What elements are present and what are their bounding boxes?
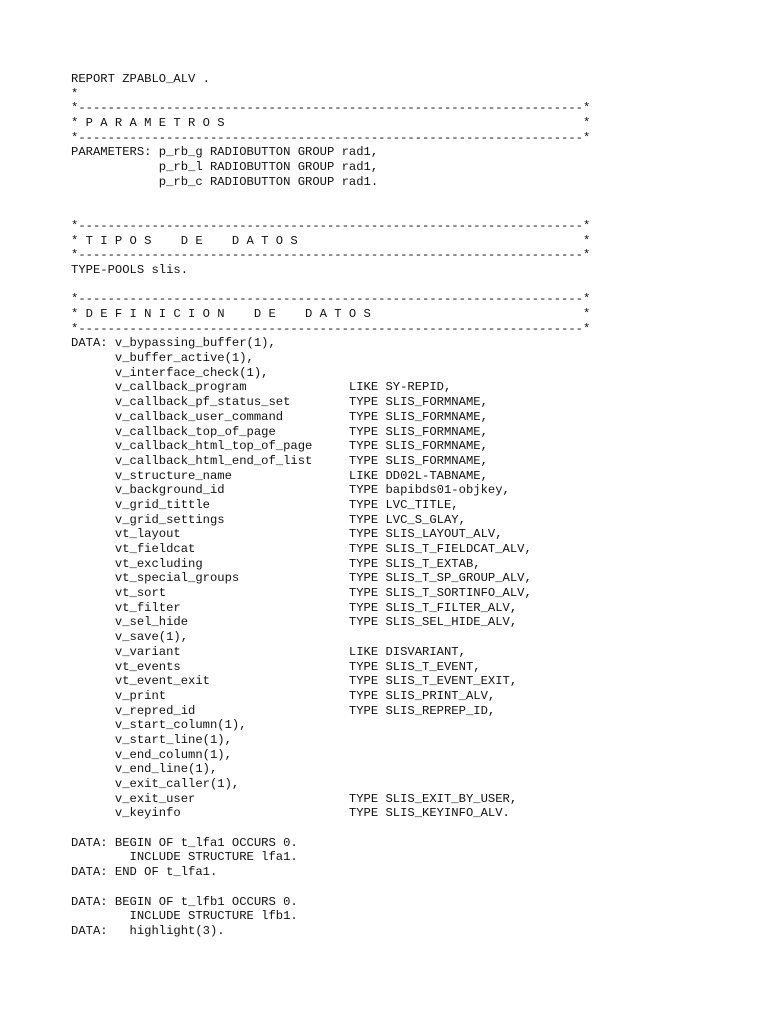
code-line: *---------------------------------------------------------------------* — [71, 292, 591, 307]
code-line: * D E F I N I C I O N D E D A T O S * — [71, 307, 591, 321]
code-line: v_end_column(1), — [71, 747, 232, 762]
code-line: INCLUDE STRUCTURE lfa1. — [71, 850, 298, 865]
code-line: v_keyinfo TYPE SLIS_KEYINFO_ALV. — [71, 806, 510, 821]
code-line: vt_events TYPE SLIS_T_EVENT, — [71, 659, 481, 674]
code-line: v_start_column(1), — [71, 718, 247, 733]
code-line: DATA: v_bypassing_buffer(1), — [71, 336, 276, 351]
code-line: v_interface_check(1), — [71, 365, 269, 380]
code-line: v_callback_html_end_of_list TYPE SLIS_FORMNAME, — [71, 453, 488, 468]
code-line: v_print TYPE SLIS_PRINT_ALV, — [71, 688, 496, 703]
code-line: p_rb_l RADIOBUTTON GROUP rad1, — [71, 160, 379, 175]
code-line: v_structure_name LIKE DD02L-TABNAME, — [71, 468, 488, 483]
code-line: DATA: BEGIN OF t_lfb1 OCCURS 0. — [71, 894, 298, 909]
code-line: *---------------------------------------------------------------------* — [71, 218, 591, 233]
code-line: v_callback_program LIKE SY-REPID, — [71, 380, 452, 395]
code-line: v_callback_html_top_of_page TYPE SLIS_FORMNAME, — [71, 439, 488, 454]
code-line: vt_excluding TYPE SLIS_T_EXTAB, — [71, 556, 481, 571]
code-line: p_rb_c RADIOBUTTON GROUP rad1. — [71, 174, 379, 189]
code-line: v_start_line(1), — [71, 732, 232, 747]
code-line: v_variant LIKE DISVARIANT, — [71, 644, 466, 659]
code-line: v_grid_tittle TYPE LVC_TITLE, — [71, 497, 459, 512]
code-line: v_grid_settings TYPE LVC_S_GLAY, — [71, 512, 466, 527]
code-line: v_callback_user_command TYPE SLIS_FORMNAME, — [71, 409, 488, 424]
code-line: DATA: highlight(3). — [71, 923, 225, 938]
code-line: v_buffer_active(1), — [71, 351, 254, 366]
code-line: v_exit_user TYPE SLIS_EXIT_BY_USER, — [71, 791, 518, 806]
code-line — [71, 880, 761, 895]
code-line: INCLUDE STRUCTURE lfb1. — [71, 909, 298, 924]
code-line: * T I P O S D E D A T O S * — [71, 233, 591, 248]
code-line: *---------------------------------------------------------------------* — [71, 130, 591, 145]
code-line: DATA: END OF t_lfa1. — [71, 865, 218, 880]
code-line: v_save(1), — [71, 630, 189, 645]
code-line: vt_sort TYPE SLIS_T_SORTINFO_ALV, — [71, 586, 532, 601]
code-line: * P A R A M E T R O S * — [71, 116, 591, 131]
code-line: REPORT ZPABLO_ALV . — [71, 72, 210, 86]
code-line: v_sel_hide TYPE SLIS_SEL_HIDE_ALV, — [71, 615, 518, 630]
code-line — [71, 821, 761, 836]
code-line: * — [71, 86, 79, 101]
code-line: *---------------------------------------------------------------------* — [71, 101, 591, 116]
code-line: *---------------------------------------------------------------------* — [71, 248, 591, 263]
code-line: vt_event_exit TYPE SLIS_T_EVENT_EXIT, — [71, 674, 518, 689]
code-line: v_callback_pf_status_set TYPE SLIS_FORMNAME, — [71, 395, 488, 410]
code-line: vt_layout TYPE SLIS_LAYOUT_ALV, — [71, 527, 503, 542]
code-line: PARAMETERS: p_rb_g RADIOBUTTON GROUP rad1, — [71, 145, 379, 160]
code-line: vt_fieldcat TYPE SLIS_T_FIELDCAT_ALV, — [71, 542, 532, 556]
code-line: v_repred_id TYPE SLIS_REPREP_ID, — [71, 703, 496, 718]
code-line: vt_special_groups TYPE SLIS_T_SP_GROUP_ALV, — [71, 571, 532, 586]
code-line: vt_filter TYPE SLIS_T_FILTER_ALV, — [71, 600, 518, 615]
code-line: v_callback_top_of_page TYPE SLIS_FORMNAME, — [71, 424, 488, 439]
code-listing — [71, 72, 761, 939]
code-line — [71, 204, 761, 219]
code-line — [71, 190, 761, 205]
code-line: v_end_line(1), — [71, 762, 218, 777]
code-line: v_background_id TYPE bapibds01-objkey, — [71, 483, 510, 498]
code-line: v_exit_caller(1), — [71, 777, 240, 791]
code-line: TYPE-POOLS slis. — [71, 262, 189, 277]
code-line: *---------------------------------------------------------------------* — [71, 321, 591, 336]
code-line — [71, 278, 761, 293]
code-line: DATA: BEGIN OF t_lfa1 OCCURS 0. — [71, 835, 298, 850]
